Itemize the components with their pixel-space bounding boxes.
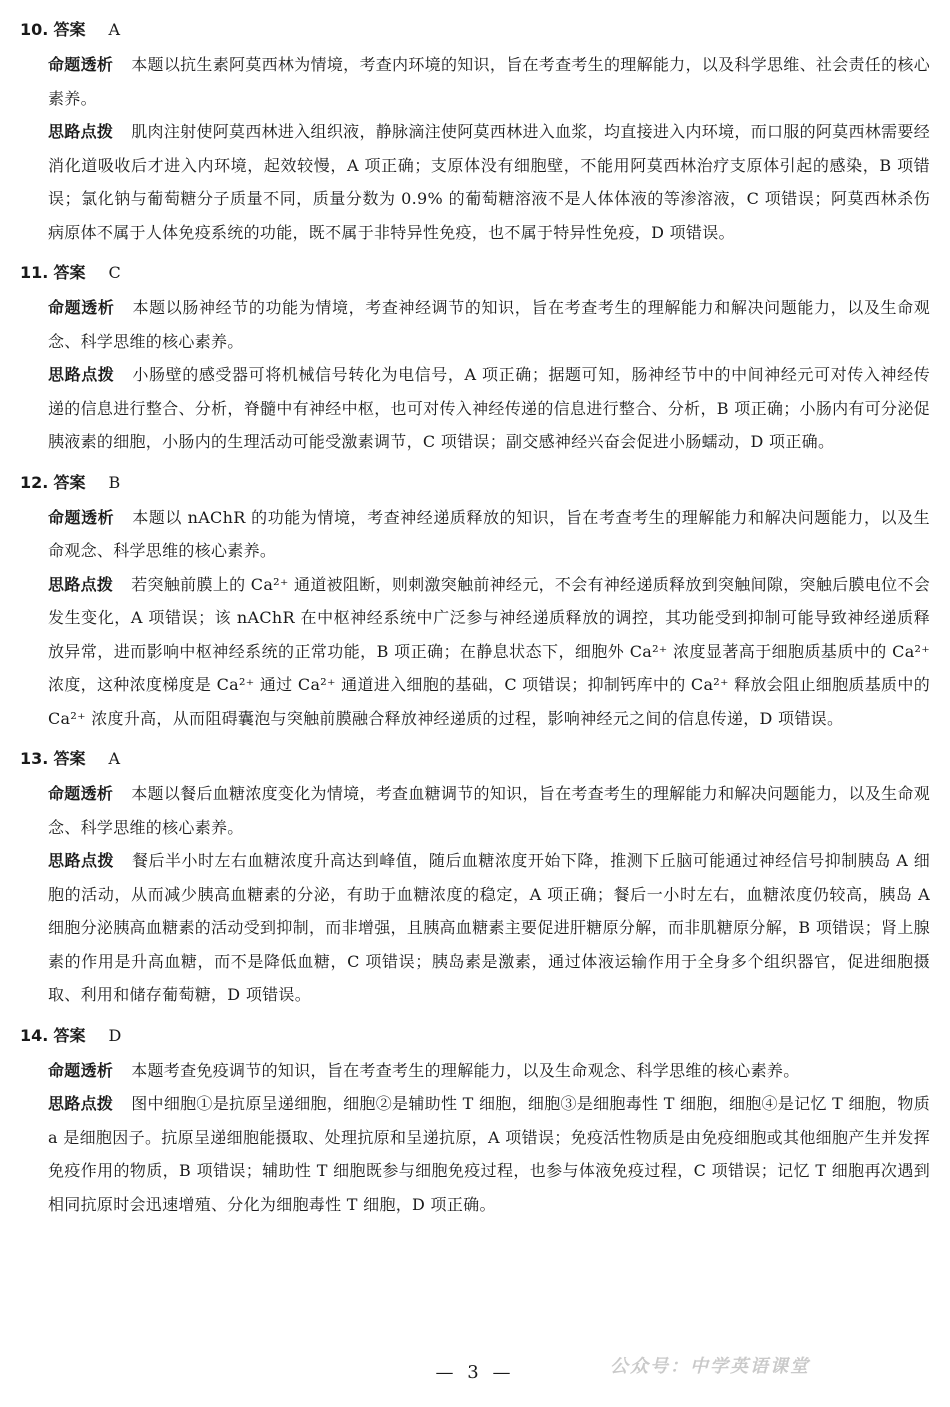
analysis-text: 本题以 nAChR 的功能为情境，考查神经递质释放的知识，旨在考查考生的理解能力和解决问题能力，以及生命观念、科学思维的核心素养。: [48, 507, 930, 560]
question-number: 11.: [20, 263, 49, 282]
answer-line: [20, 741, 930, 777]
question-number: 14.: [20, 1025, 49, 1045]
answer-label: 答案: [53, 1025, 86, 1045]
analysis-paragraph: [20, 48, 930, 115]
question-number: 12.: [20, 472, 49, 492]
answer-label: 答案: [53, 749, 86, 768]
reasoning-paragraph: [20, 115, 930, 249]
analysis-paragraph: [20, 1054, 930, 1088]
question-number: 13.: [20, 749, 49, 768]
reasoning-paragraph: [20, 568, 930, 736]
reasoning-label: 思路点拨: [48, 1094, 114, 1113]
analysis-label: 命题透析: [48, 298, 115, 317]
answer-value: B: [108, 472, 121, 492]
analysis-label: 命题透析: [48, 507, 115, 527]
analysis-text: 本题以抗生素阿莫西林为情境，考查内环境的知识，旨在考查考生的理解能力，以及科学思维、社会责任的核心素养。: [48, 55, 931, 108]
reasoning-text: 若突触前膜上的 Ca²⁺ 通道被阻断，则刺激突触前神经元，不会有神经递质释放到突触间隙，突触后膜电位不会发生变化，A 项错误；该 nAChR 在中枢神经系统中广泛参与神经递质释放的调控，其功能受到抑制可能导致神经递质释放异常，进而影响中枢神经系统的正常功能，B 项正确；在静息状态下，细胞外 Ca²⁺ 浓度显著高于细胞质基质中的 Ca²⁺ 浓度，这种浓度梯度是 Ca²⁺ 通过 Ca²⁺ 通道进入细胞的基础，C 项错误；抑制钙库中的 Ca²⁺ 释放会阻止细胞质基质中的 Ca²⁺ 浓度升高，从而阻碍囊泡与突触前膜融合释放神经递质的过程，影响神经元之间的信息传递，D 项错误。: [48, 574, 930, 728]
page-number: — 3 —: [435, 1362, 515, 1383]
reasoning-paragraph: [20, 844, 930, 1012]
reasoning-label: 思路点拨: [48, 365, 115, 384]
question-13: [20, 741, 930, 1012]
question-11: [20, 255, 930, 459]
reasoning-label: 思路点拨: [48, 574, 114, 594]
reasoning-text: 餐后半小时左右血糖浓度升高达到峰值，随后血糖浓度开始下降，推测下丘脑可能通过神经信号抑制胰岛 A 细胞的活动，从而减少胰高血糖素的分泌，有助于血糖浓度的稳定，A 项正确；餐后一小时左右，血糖浓度仍较高，胰岛 A 细胞分泌胰高血糖素的活动受到抑制，而非增强，且胰高血糖素主要促进肝糖原分解，而非肌糖原分解，B 项错误；肾上腺素的作用是升高血糖，而不是降低血糖，C 项错误；胰岛素是激素，通过体液运输作用于全身多个组织器官，促进细胞摄取、利用和储存葡萄糖，D 项错误。: [48, 851, 931, 1004]
analysis-paragraph: [20, 291, 930, 358]
answer-line: [20, 465, 930, 501]
answer-value: D: [108, 1025, 122, 1045]
question-14: [20, 1018, 930, 1222]
answer-value: A: [108, 749, 121, 768]
reasoning-label: 思路点拨: [48, 122, 114, 141]
analysis-label: 命题透析: [48, 1060, 114, 1080]
answer-value: C: [108, 263, 121, 282]
analysis-label: 命题透析: [48, 784, 114, 803]
question-12: [20, 465, 930, 736]
watermark: 公众号：中学英语课堂: [610, 1356, 810, 1377]
answer-line: [20, 12, 930, 48]
question-10: [20, 12, 930, 249]
answer-line: [20, 1018, 930, 1054]
analysis-text: 本题以餐后血糖浓度变化为情境，考查血糖调节的知识，旨在考查考生的理解能力和解决问题能力，以及生命观念、科学思维的核心素养。: [48, 784, 931, 837]
reasoning-text: 小肠壁的感受器可将机械信号转化为电信号，A 项正确；据题可知，肠神经节中的中间神经元可对传入神经传递的信息进行整合、分析，脊髓中有神经中枢，也可对传入神经传递的信息进行整合、分析，B 项正确；小肠内有可分泌促胰液素的细胞，小肠内的生理活动可能受激素调节，C 项错误；副交感神经兴奋会促进小肠蠕动，D 项正确。: [48, 365, 931, 451]
analysis-text: 本题以肠神经节的功能为情境，考查神经调节的知识，旨在考查考生的理解能力和解决问题能力，以及生命观念、科学思维的核心素养。: [48, 298, 931, 351]
analysis-label: 命题透析: [48, 55, 114, 74]
analysis-text: 本题考查免疫调节的知识，旨在考查考生的理解能力，以及生命观念、科学思维的核心素养。: [131, 1060, 800, 1080]
answer-value: A: [108, 20, 121, 39]
analysis-paragraph: [20, 777, 930, 844]
analysis-paragraph: [20, 501, 930, 568]
answer-label: 答案: [53, 263, 86, 282]
reasoning-text: 图中细胞①是抗原呈递细胞，细胞②是辅助性 T 细胞，细胞③是细胞毒性 T 细胞，细胞④是记忆 T 细胞，物质 a 是细胞因子。抗原呈递细胞能摄取、处理抗原和呈递抗原，A 项错误；免疫活性物质是由免疫细胞或其他细胞产生并发挥免疫作用的物质，B 项错误；辅助性 T 细胞既参与细胞免疫过程，也参与体液免疫过程，C 项错误；记忆 T 细胞再次遇到相同抗原时会迅速增殖、分化为细胞毒性 T 细胞，D 项正确。: [48, 1094, 931, 1214]
question-number: 10.: [20, 20, 49, 39]
reasoning-paragraph: [20, 1087, 930, 1221]
answer-label: 答案: [53, 20, 86, 39]
reasoning-label: 思路点拨: [48, 851, 114, 870]
answer-key-page: [20, 12, 930, 1227]
reasoning-text: 肌肉注射使阿莫西林进入组织液，静脉滴注使阿莫西林进入血浆，均直接进入内环境，而口服的阿莫西林需要经消化道吸收后才进入内环境，起效较慢，A 项正确；支原体没有细胞壁，不能用阿莫西林治疗支原体引起的感染，B 项错误；氯化钠与葡萄糖分子质量不同，质量分数为 0.9% 的葡萄糖溶液不是人体体液的等渗溶液，C 项错误；阿莫西林杀伤病原体不属于人体免疫系统的功能，既不属于非特异性免疫，也不属于特异性免疫，D 项错误。: [48, 122, 931, 242]
reasoning-paragraph: [20, 358, 930, 459]
answer-line: [20, 255, 930, 291]
answer-label: 答案: [53, 472, 86, 492]
